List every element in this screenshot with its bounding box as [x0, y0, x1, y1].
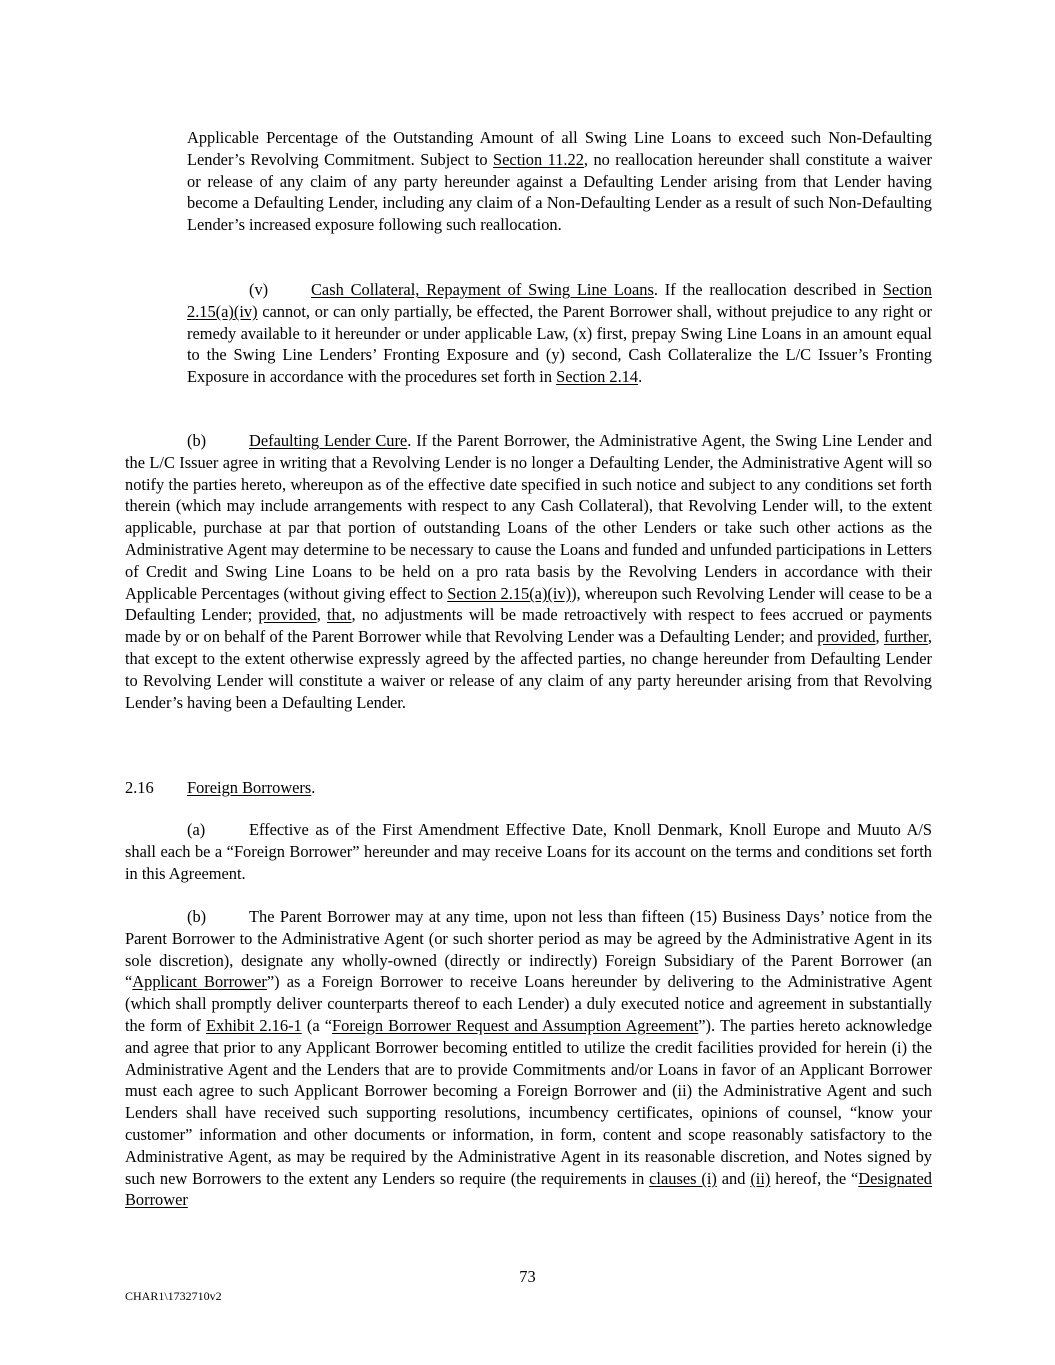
section-reference: Section 11.22: [493, 149, 584, 169]
paragraph-label: (b): [187, 907, 207, 926]
paragraph-a-foreign-borrowers: (a) Effective as of the First Amendment Effective Date, Knoll Denmark, Knoll Europe and Muuto A/S shall each be a “Foreign Borrower” hereunder and may receive Loans for its account on the terms and conditions set forth in this Agreement.: [125, 820, 932, 883]
page-number: 73: [519, 1267, 536, 1286]
defined-term: provided: [258, 605, 317, 625]
paragraph-b-applicant-borrower: (b) The Parent Borrower may at any time, upon not less than fifteen (15) Business Days’ notice from the Parent Borrower to the Administrative Agent (or such shorter period as may be agreed by the Administrative Agent in its sole discretion), designate any wholly-owned (directly or indirectly) Foreign Subsidiary of the Parent Borrower (an “Applicant Borrower”) as a Foreign Borrower to receive Loans hereunder by delivering to the Administrative Agent (which shall promptly deliver counterparts thereof to each Lender) a duly executed notice and agreement in substantially the form of Exhibit 2.16-1 (a “Foreign Borrower Request and Assumption Agreement”). The parties hereto acknowledge and agree that prior to any Applicant Borrower becoming entitled to utilize the credit facilities provided for herein (i) the Administrative Agent and the Lenders that are to provide Commitments and/or Loans in favor of an Applicant Borrower must each agree to such Applicant Borrower becoming a Foreign Borrower and (ii) the Administrative Agent and such Lenders shall have received such supporting resolutions, incumbency certificates, opinions of counsel, “know your customer” information and other documents or information, in form, content and scope reasonably satisfactory to the Administrative Agent, as may be required by the Administrative Agent in its reasonable discretion, and Notes signed by such new Borrowers to the extent any Lenders so require (the requirements in clauses (i) and (ii) hereof, the “Designated Borrower: [125, 907, 932, 1210]
paragraph-title: Cash Collateral, Repayment of Swing Line Loans: [311, 280, 654, 299]
section-reference: Section 2.15(a)(iv): [447, 583, 572, 603]
section-heading: 2.16 Foreign Borrowers.: [125, 778, 316, 797]
clause-reference: (ii): [750, 1168, 771, 1188]
section-reference: Section 2.15(a)(iv): [187, 280, 932, 321]
document-id: CHAR1\1732710v2: [125, 1289, 222, 1303]
section-title: Foreign Borrowers: [187, 778, 312, 797]
paragraph-label: (a): [187, 820, 206, 839]
clause-reference: clauses (i): [649, 1168, 717, 1188]
defined-term: provided: [817, 627, 876, 647]
defined-term: Foreign Borrower Request and Assumption Agreement: [332, 1015, 699, 1035]
exhibit-reference: Exhibit 2.16-1: [205, 1015, 302, 1035]
paragraph-continuation: Applicable Percentage of the Outstanding Amount of all Swing Line Loans to exceed such Non-Defaulting Lender’s Revolving Commitment. Subject to Section 11.22, no reallocation hereunder shall constitute a waiver or release of any claim of any party hereunder against a Defaulting Lender arising from that Lender having become a Defaulting Lender, including any claim of a Non-Defaulting Lender as a result of such Non-Defaulting Lender’s increased exposure following such reallocation.: [187, 128, 933, 235]
paragraph-v: (v) Cash Collateral, Repayment of Swing Line Loans. If the reallocation described in Section 2.15(a)(iv) cannot, or can only partially, be effected, the Parent Borrower shall, without prejudice to any right or remedy available to it hereunder or under applicable Law, (x) first, prepay Swing Line Loans in an amount equal to the Swing Line Lenders’ Fronting Exposure and (y) second, Cash Collateralize the L/C Issuer’s Fronting Exposure in accordance with the procedures set forth in Section 2.14.: [187, 280, 932, 387]
section-number: 2.16: [125, 778, 154, 797]
section-reference: Section 2.14: [556, 367, 639, 387]
defined-term: further: [883, 627, 928, 647]
paragraph-title: Defaulting Lender Cure: [249, 431, 408, 450]
defined-term: Designated Borrower: [125, 1168, 932, 1210]
paragraph-label: (v): [249, 280, 269, 299]
defined-term: Applicant Borrower: [132, 972, 267, 992]
paragraph-b-defaulting-lender-cure: (b) Defaulting Lender Cure. If the Parent Borrower, the Administrative Agent, the Swing Line Lender and the L/C Issuer agree in writing that a Revolving Lender is no longer a Defaulting Lender, the Administrative Agent will so notify the parties hereto, whereupon as of the effective date specified in such notice and subject to any conditions set forth therein (which may include arrangements with respect to any Cash Collateral), that Revolving Lender will, to the extent applicable, purchase at par that portion of outstanding Loans of the other Lenders or take such other actions as the Administrative Agent may determine to be necessary to cause the Loans and funded and unfunded participations in Letters of Credit and Swing Line Loans to be held on a pro rata basis by the Revolving Lenders in accordance with their Applicable Percentages (without giving effect to Section 2.15(a)(iv)), whereupon such Revolving Lender will cease to be a Defaulting Lender; provided, that, no adjustments will be made retroactively with respect to fees accrued or payments made by or on behalf of the Parent Borrower while that Revolving Lender was a Defaulting Lender; and provided, further, that except to the extent otherwise expressly agreed by the affected parties, no change hereunder from Defaulting Lender to Revolving Lender will constitute a waiver or release of any claim of any party hereunder arising from that Revolving Lender’s having been a Defaulting Lender.: [125, 431, 932, 712]
defined-term: that: [326, 605, 352, 625]
paragraph-label: (b): [187, 431, 207, 450]
